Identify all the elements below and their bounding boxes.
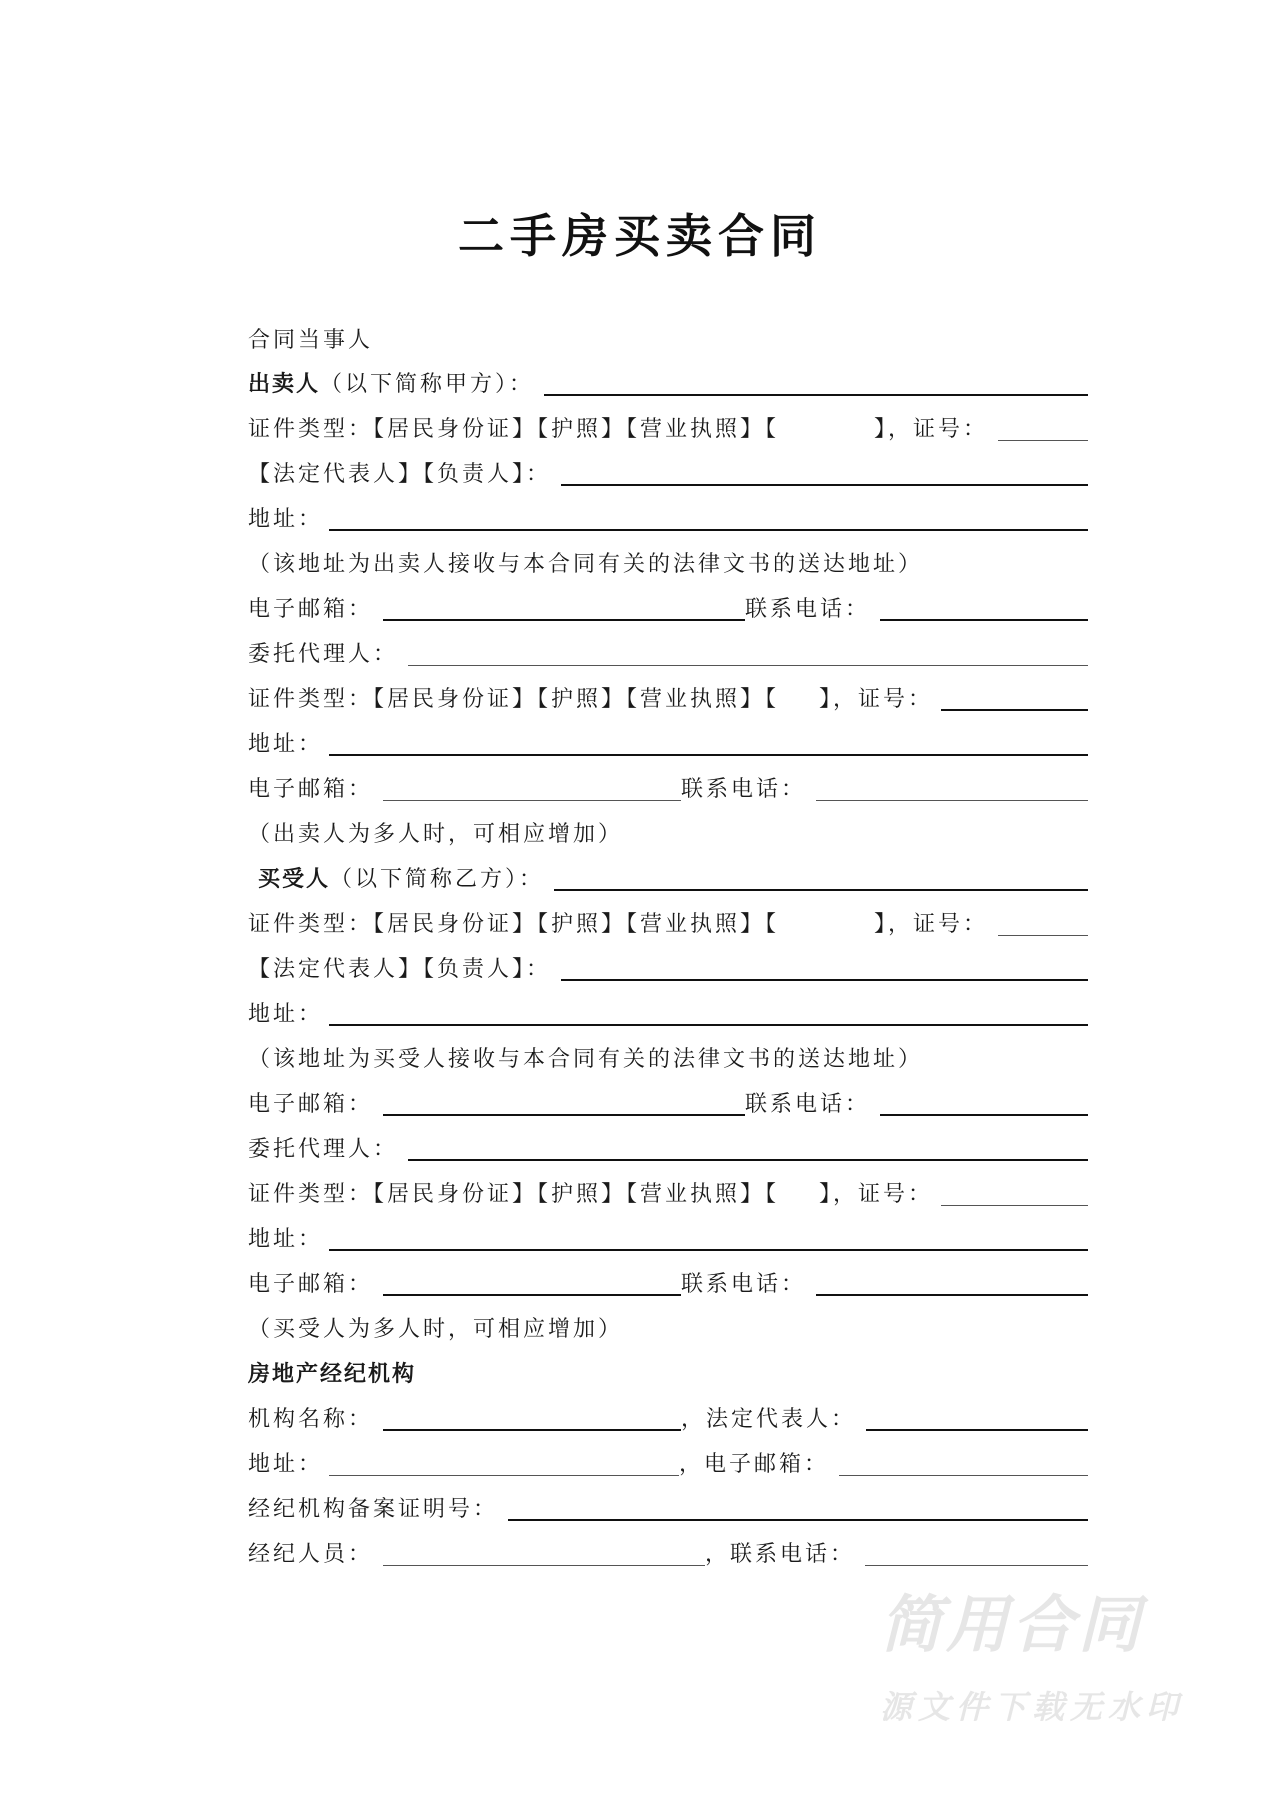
buyer-agent-email-label: 电子邮箱： — [248, 1272, 374, 1297]
seller-agent-email-field[interactable] — [383, 800, 681, 801]
buyer-legal-rep-row — [248, 951, 1088, 987]
agency-filing-label: 经纪机构备案证明号： — [248, 1497, 499, 1522]
buyer-agent-address-row — [248, 1221, 1088, 1257]
seller-id-type: 证件类型：【居民身份证】【护照】【营业执照】【 — [248, 417, 780, 442]
buyer-label-note: （以下简称乙方）： — [330, 867, 545, 892]
seller-phone-field[interactable] — [880, 619, 1088, 621]
seller-address-label: 地址： — [248, 507, 324, 532]
seller-legal-rep-label: 【法定代表人】【负责人】： — [248, 462, 552, 487]
seller-label: 出卖人 — [248, 371, 321, 397]
buyer-agent-contact-row — [248, 1266, 1088, 1302]
seller-agent-contact-row — [248, 771, 1088, 807]
seller-agent-id-type: 证件类型：【居民身份证】【护照】【营业执照】【 — [248, 687, 780, 712]
seller-contact-row — [248, 591, 1088, 627]
seller-phone-label: 联系电话： — [745, 597, 871, 622]
agency-email-label: ，电子邮箱： — [679, 1452, 830, 1477]
buyer-address-note: （该地址为买受人接收与本合同有关的法律文书的送达地址） — [248, 1047, 924, 1072]
agency-name-label: 机构名称： — [248, 1407, 374, 1432]
seller-agent-phone-field[interactable] — [816, 800, 1088, 801]
parties-heading-row — [248, 322, 1088, 358]
buyer-contact-row — [248, 1086, 1088, 1122]
seller-address-field[interactable] — [329, 529, 1088, 531]
seller-agent-field[interactable] — [408, 665, 1088, 666]
buyer-agent-label: 委托代理人： — [248, 1137, 399, 1162]
agency-phone-label: ，联系电话： — [705, 1542, 856, 1567]
agency-name-row — [248, 1401, 1088, 1437]
buyer-agent-row — [248, 1131, 1088, 1167]
buyer-multi-note: （买受人为多人时，可相应增加） — [248, 1317, 624, 1342]
buyer-id-no-field[interactable] — [998, 935, 1088, 936]
buyer-label: 买受人 — [258, 866, 331, 892]
agency-address-field[interactable] — [329, 1475, 679, 1476]
parties-heading: 合同当事人 — [248, 328, 374, 353]
buyer-agent-phone-field[interactable] — [816, 1294, 1088, 1296]
agency-email-field[interactable] — [839, 1475, 1088, 1476]
document-title: 二手房买卖合同 — [458, 209, 822, 263]
seller-agent-phone-label: 联系电话： — [681, 777, 807, 802]
seller-multi-note-row — [248, 816, 1088, 852]
buyer-agent-email-field[interactable] — [383, 1294, 681, 1296]
buyer-id-no-label: 】，证号： — [874, 912, 989, 937]
seller-address-note-row — [248, 546, 1088, 582]
agency-legal-rep-field[interactable] — [866, 1429, 1088, 1431]
agency-name-field[interactable] — [383, 1429, 681, 1431]
seller-multi-note: （出卖人为多人时，可相应增加） — [248, 822, 624, 847]
seller-agent-id-row — [248, 681, 1088, 717]
buyer-address-label: 地址： — [248, 1002, 324, 1027]
agency-address-label: 地址： — [248, 1452, 324, 1477]
seller-address-note: （该地址为出卖人接收与本合同有关的法律文书的送达地址） — [248, 552, 924, 577]
buyer-agent-id-no-label: 】，证号： — [819, 1182, 934, 1207]
seller-agent-label: 委托代理人： — [248, 642, 399, 667]
buyer-name-row — [248, 861, 1088, 897]
watermark-tagline: 源文件下载无水印 — [880, 1688, 1185, 1726]
seller-name-field[interactable] — [544, 394, 1088, 396]
seller-id-no-label: 】，证号： — [874, 417, 989, 442]
seller-label-note: （以下简称甲方）： — [320, 372, 535, 397]
watermark — [880, 1590, 1184, 1728]
buyer-agent-id-no-field[interactable] — [941, 1205, 1088, 1206]
seller-legal-rep-field[interactable] — [561, 484, 1088, 486]
agency-broker-row — [248, 1536, 1088, 1572]
agency-address-row — [248, 1446, 1088, 1482]
buyer-agent-field[interactable] — [408, 1159, 1088, 1161]
seller-agent-address-row — [248, 726, 1088, 762]
agency-filing-field[interactable] — [508, 1519, 1088, 1521]
seller-agent-row — [248, 636, 1088, 672]
buyer-agent-phone-label: 联系电话： — [681, 1272, 807, 1297]
seller-agent-address-label: 地址： — [248, 732, 324, 757]
agency-broker-field[interactable] — [383, 1565, 705, 1566]
seller-email-field[interactable] — [383, 619, 745, 621]
buyer-address-row — [248, 996, 1088, 1032]
seller-agent-id-no-field[interactable] — [941, 709, 1088, 711]
agency-heading-row — [248, 1356, 1088, 1392]
buyer-multi-note-row — [248, 1311, 1088, 1347]
buyer-legal-rep-field[interactable] — [561, 979, 1088, 981]
buyer-address-note-row — [248, 1041, 1088, 1077]
seller-agent-email-label: 电子邮箱： — [248, 777, 374, 802]
seller-legal-rep-row — [248, 456, 1088, 492]
buyer-email-field[interactable] — [383, 1114, 745, 1116]
buyer-phone-field[interactable] — [880, 1114, 1088, 1116]
buyer-phone-label: 联系电话： — [745, 1092, 871, 1117]
seller-agent-address-field[interactable] — [329, 754, 1088, 756]
seller-agent-id-no-label: 】，证号： — [819, 687, 934, 712]
buyer-id-type: 证件类型：【居民身份证】【护照】【营业执照】【 — [248, 912, 780, 937]
agency-legal-rep-label: ，法定代表人： — [681, 1407, 857, 1432]
agency-broker-label: 经纪人员： — [248, 1542, 374, 1567]
agency-filing-row — [248, 1491, 1088, 1527]
seller-id-row — [248, 411, 1088, 447]
buyer-agent-address-field[interactable] — [329, 1249, 1088, 1251]
agency-phone-field[interactable] — [865, 1565, 1088, 1566]
watermark-brand: 简用合同 — [880, 1588, 1145, 1661]
buyer-agent-id-type: 证件类型：【居民身份证】【护照】【营业执照】【 — [248, 1182, 780, 1207]
buyer-address-field[interactable] — [329, 1024, 1088, 1026]
buyer-id-row — [248, 906, 1088, 942]
buyer-agent-id-row — [248, 1176, 1088, 1212]
agency-heading: 房地产经纪机构 — [248, 1361, 417, 1387]
seller-email-label: 电子邮箱： — [248, 597, 374, 622]
buyer-agent-address-label: 地址： — [248, 1227, 324, 1252]
buyer-email-label: 电子邮箱： — [248, 1092, 374, 1117]
buyer-name-field[interactable] — [554, 889, 1088, 891]
buyer-legal-rep-label: 【法定代表人】【负责人】： — [248, 957, 552, 982]
seller-name-row — [248, 366, 1088, 402]
seller-address-row — [248, 501, 1088, 537]
seller-id-no-field[interactable] — [998, 440, 1088, 441]
